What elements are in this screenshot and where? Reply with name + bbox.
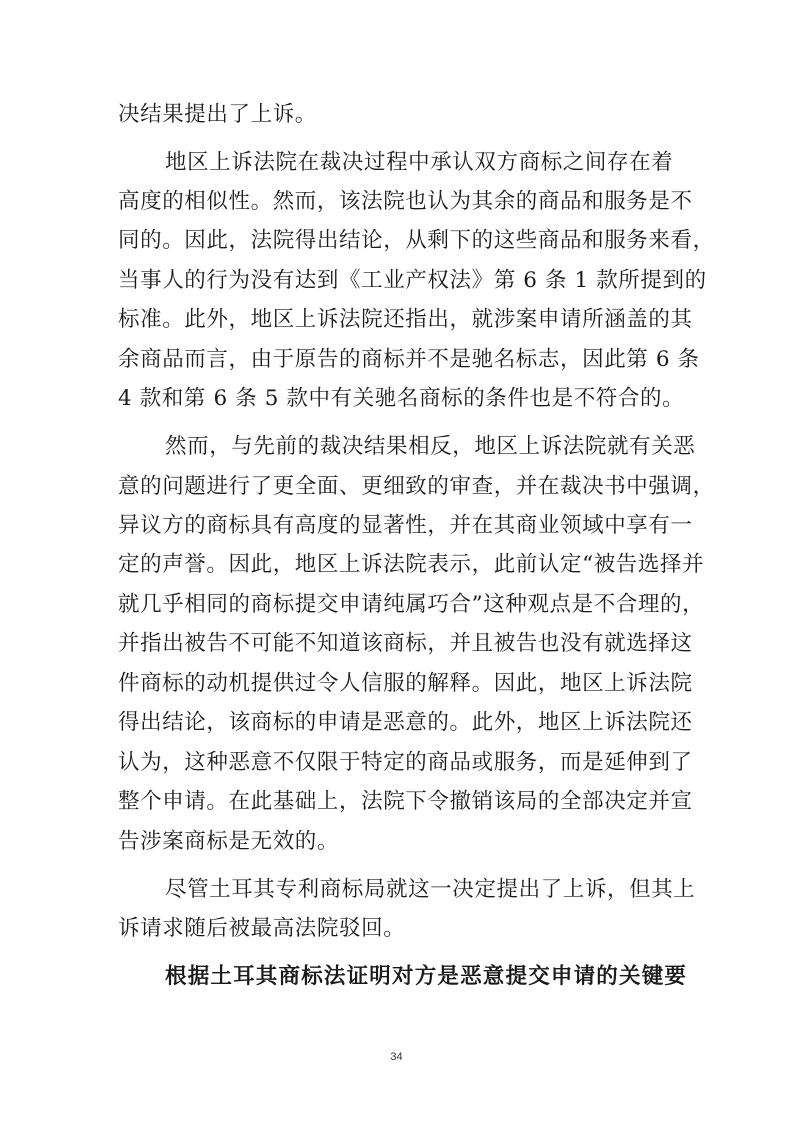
text-line: 当事人的行为没有达到《工业产权法》第 6 条 1 款所提到的 xyxy=(118,268,707,293)
text-line: 定的声誉。因此，地区上诉法院表示，此前认定“被告选择并 xyxy=(118,552,705,577)
text-line: 认为，这种恶意不仅限于特定的商品或服务，而是延伸到了 xyxy=(118,750,693,775)
section-heading: 根据土耳其商标法证明对方是恶意提交申请的关键要 xyxy=(165,964,688,989)
text-line: 同的。因此，法院得出结论，从剩下的这些商品和服务来看， xyxy=(118,228,715,253)
text-line: 决结果提出了上诉。 xyxy=(118,102,317,127)
text-line: 异议方的商标具有高度的显著性，并在其商业领域中享有一 xyxy=(118,513,693,538)
text-line: 得出结论，该商标的申请是恶意的。此外，地区上诉法院还 xyxy=(118,710,693,735)
text-line: 件商标的动机提供过令人信服的解释。因此，地区上诉法院 xyxy=(118,671,693,696)
paragraph-first-line: 地区上诉法院在裁决过程中承认双方商标之间存在着 xyxy=(165,150,674,175)
text-line: 意的问题进行了更全面、更细致的审查，并在裁决书中强调， xyxy=(118,474,715,499)
paragraph-first-line: 然而，与先前的裁决结果相反，地区上诉法院就有关恶 xyxy=(165,434,696,459)
paragraph-first-line: 尽管土耳其专利商标局就这一决定提出了上诉，但其上 xyxy=(165,877,696,902)
text-line: 余商品而言，由于原告的商标并不是驰名标志，因此第 6 条 xyxy=(118,347,700,372)
text-line: 告涉案商标是无效的。 xyxy=(118,829,340,854)
text-line: 就几乎相同的商标提交申请纯属巧合”这种观点是不合理的， xyxy=(118,592,705,617)
text-line: 高度的相似性。然而，该法院也认为其余的商品和服务是不 xyxy=(118,189,693,214)
text-line: 诉请求随后被最高法院驳回。 xyxy=(118,916,406,941)
text-line: 4 款和第 6 条 5 款中有关驰名商标的条件也是不符合的。 xyxy=(118,386,685,411)
text-line: 标准。此外，地区上诉法院还指出，就涉案申请所涵盖的其 xyxy=(118,307,693,332)
page-number: 34 xyxy=(390,1051,403,1063)
text-line: 整个申请。在此基础上，法院下令撤销该局的全部决定并宣 xyxy=(118,789,693,814)
text-line: 并指出被告不可能不知道该商标，并且被告也没有就选择这 xyxy=(118,631,693,656)
